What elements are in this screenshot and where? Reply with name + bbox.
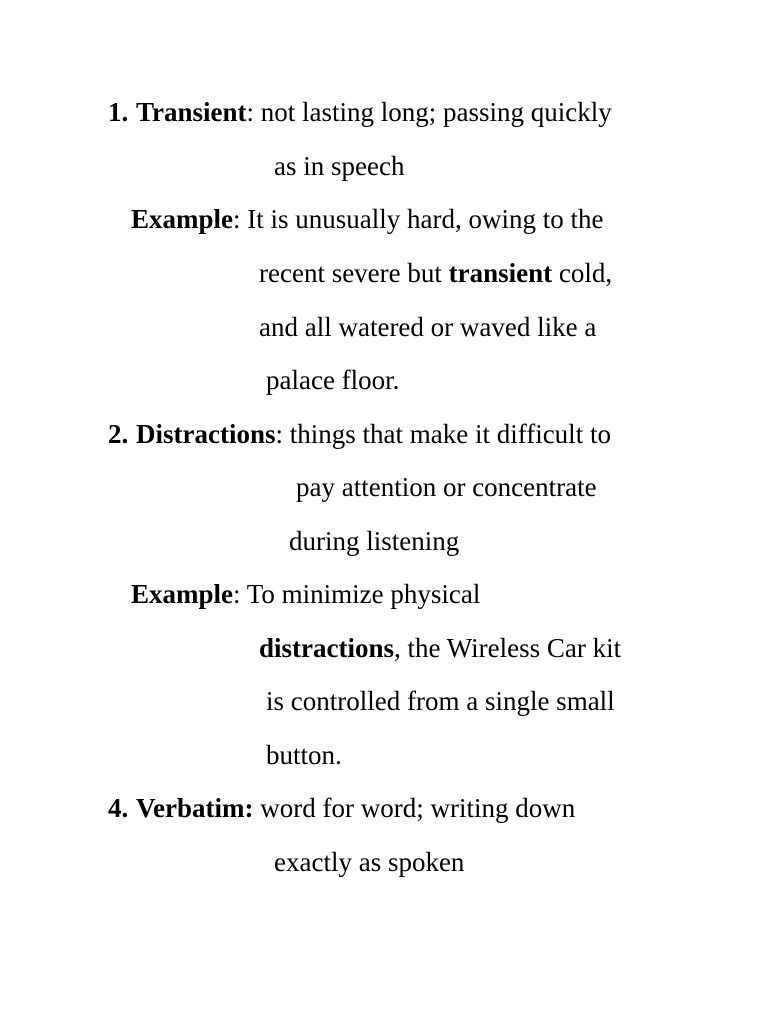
- entry-2-example-line-2-post: , the Wireless Car kit: [394, 633, 622, 663]
- entry-1-example-highlight: transient: [448, 258, 553, 288]
- entry-1-number: 1.: [108, 97, 129, 127]
- entry-2-term: Distractions: [136, 419, 276, 449]
- entry-2-example-line-3: is controlled from a single small: [266, 686, 615, 716]
- entry-1-example-line-2-pre: recent severe but: [259, 258, 449, 288]
- entry-1-example-line-1: : It is unusually hard, owing to the: [233, 204, 604, 234]
- entry-2-example-line: [131, 577, 480, 611]
- entry-1-example-line-2: [259, 256, 612, 290]
- entry-1-example-line-3: and all watered or waved like a: [259, 312, 597, 342]
- entry-4-number: 4.: [108, 793, 129, 823]
- entry-4-definition-line-1: word for word; writing down: [253, 793, 576, 823]
- entry-2-example-line-4: button.: [266, 740, 342, 770]
- entry-2-number: 2.: [108, 419, 129, 449]
- entry-2-definition-line-2: pay attention or concentrate: [296, 472, 597, 502]
- entry-2-example-label: Example: [131, 579, 234, 609]
- entry-2-term-line: [108, 417, 611, 451]
- entry-4-term-line: [108, 791, 575, 825]
- entry-4-term: Verbatim:: [136, 793, 254, 823]
- entry-2-definition-line-1: : things that make it difficult to: [275, 419, 611, 449]
- entry-2-example-highlight: distractions: [259, 633, 394, 663]
- entry-1-example-label: Example: [131, 204, 234, 234]
- entry-1-example-line-4: palace floor.: [266, 365, 400, 395]
- entry-1-definition-line-2: as in speech: [274, 151, 405, 181]
- entry-2-definition-line-3: during listening: [289, 526, 460, 556]
- entry-1-example-line: [131, 202, 603, 236]
- entry-1-example-line-2-post: cold,: [552, 258, 613, 288]
- entry-2-example-line-2: [259, 631, 621, 665]
- entry-1-definition-line-1: : not lasting long; passing quickly: [246, 97, 612, 127]
- entry-1-term-line: [108, 95, 612, 129]
- entry-1-term: Transient: [136, 97, 247, 127]
- entry-2-example-line-1: : To minimize physical: [233, 579, 481, 609]
- entry-4-definition-line-2: exactly as spoken: [274, 847, 465, 877]
